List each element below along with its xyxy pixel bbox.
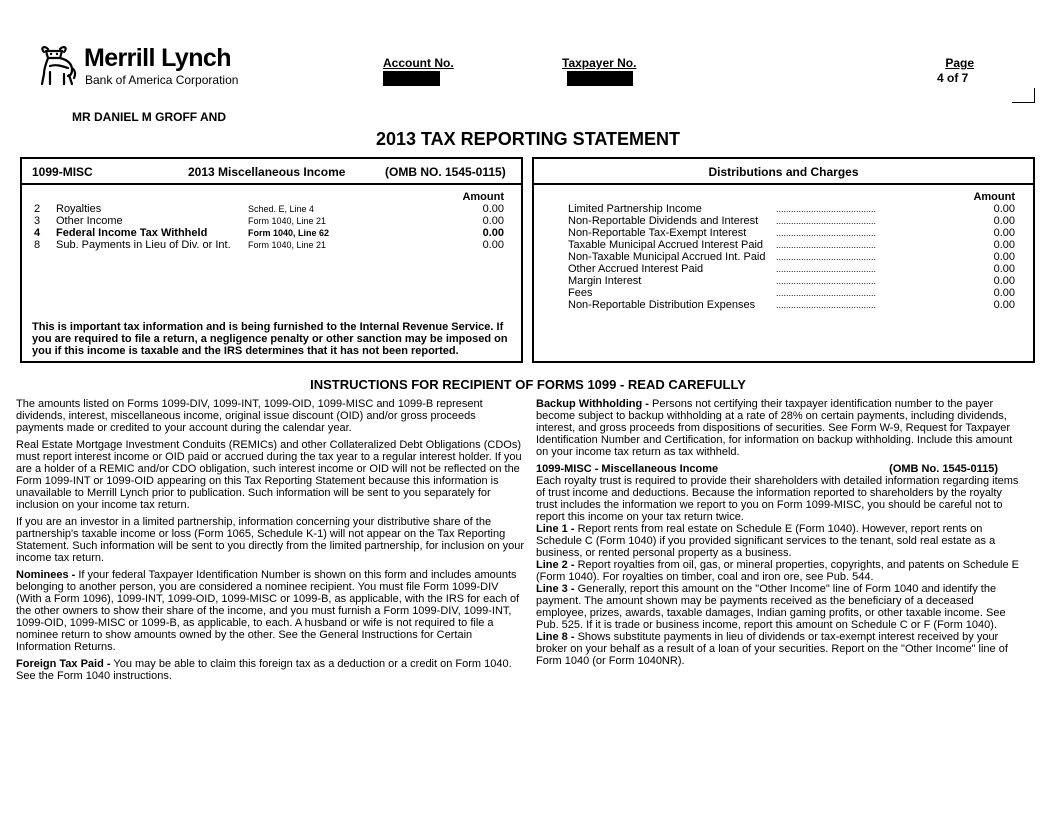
row-label: Sub. Payments in Lieu of Div. or Int.: [56, 239, 231, 251]
instructions-paragraph-foreign-tax: [16, 658, 526, 682]
instructions-line-8: [536, 631, 1024, 667]
misc-instructions-label: 1099-MISC - Miscellaneous Income: [536, 463, 719, 475]
misc-income-box: [20, 157, 523, 363]
account-number-label: Account No.: [383, 56, 454, 70]
row-amount: 0.00: [993, 299, 1015, 311]
row-form-reference: Form 1040, Line 21: [248, 240, 327, 250]
instructions-paragraph: The amounts listed on Forms 1099-DIV, 1099-INT, 1099-OID, 1099-MISC and 1099-B represent dividends, interest, miscellaneous income, original issue discount (OID) and/or gross proceeds payments made or credited to your account during the calendar year.: [16, 398, 483, 434]
row-form-reference: Form 1040, Line 62: [248, 228, 330, 238]
misc-instructions-text: Each royalty trust is required to provide their shareholders with detailed information regarding items of trust income and deductions. Because the information reported to shareholders by the royalty trust includes the information we report to you on Form 1099-MISC, you should be careful not to report this income on your tax return twice.: [536, 475, 1019, 523]
instructions-line-3: [536, 583, 1024, 631]
page-number: 4 of 7: [937, 71, 969, 85]
row-amount: 0.00: [993, 215, 1015, 227]
corner-mark: [1012, 102, 1035, 103]
row-leader-dots: ........................................: [776, 276, 877, 286]
row-label: Non-Reportable Tax-Exempt Interest: [568, 227, 747, 239]
misc-instructions-omb: (OMB No. 1545-0115): [889, 463, 998, 475]
row-amount: 0.00: [482, 227, 504, 239]
row-amount: 0.00: [993, 251, 1015, 263]
row-label: Federal Income Tax Withheld: [56, 227, 208, 239]
row-leader-dots: ........................................: [776, 252, 877, 262]
table-row: [534, 227, 1033, 239]
row-label: Non-Reportable Dividends and Interest: [568, 215, 759, 227]
instructions-right-column: [536, 398, 1024, 667]
instructions-title: INSTRUCTIONS FOR RECIPIENT OF FORMS 1099 - READ CAREFULLY: [310, 377, 746, 392]
table-row: [534, 287, 1033, 299]
row-amount: 0.00: [993, 203, 1015, 215]
instructions-paragraph-nominees: [16, 569, 526, 653]
row-label: Fees: [568, 287, 593, 299]
row-amount: 0.00: [482, 215, 504, 227]
line-2-text: Report royalties from oil, gas, or mineral properties, copyrights, and patents on Schedule E (Form 1040). For royalties on timber, coal and iron ore, see Pub. 544.: [536, 559, 1020, 583]
taxpayer-number-redacted: [567, 71, 633, 86]
instructions-line-1: [536, 523, 1024, 559]
row-amount: 0.00: [993, 227, 1015, 239]
table-row: [534, 251, 1033, 263]
table-row: [22, 215, 521, 227]
row-leader-dots: ........................................: [776, 228, 877, 238]
row-amount: 0.00: [993, 263, 1015, 275]
row-amount: 0.00: [993, 287, 1015, 299]
row-label: Other Income: [56, 215, 123, 227]
brand-name: Merrill Lynch: [84, 44, 231, 72]
row-leader-dots: ........................................: [776, 264, 877, 274]
table-row: [22, 227, 521, 239]
table-row: [534, 275, 1033, 287]
row-amount: 0.00: [993, 239, 1015, 251]
row-amount: 0.00: [482, 239, 504, 251]
backup-withholding-label: Backup Withholding -: [536, 398, 649, 410]
line-3-label: Line 3 -: [536, 583, 575, 595]
table-row: [534, 203, 1033, 215]
instructions-left-column: [16, 398, 526, 687]
misc-box-header: [22, 159, 521, 185]
table-row: [22, 203, 521, 215]
line-number: 2: [34, 203, 41, 215]
misc-box-notice: This is important tax information and is being furnished to the Internal Revenue Service. If you are required to file a return, a negligence penalty or other sanction may be imposed on you if this income is taxable and the IRS determines that it has not been reported.: [32, 321, 508, 357]
page-title: 2013 TAX REPORTING STATEMENT: [375, 129, 681, 149]
table-row: [534, 299, 1033, 311]
line-number: 8: [34, 239, 41, 251]
row-leader-dots: ........................................: [776, 300, 877, 310]
nominees-label: Nominees -: [16, 569, 76, 581]
page-label: Page: [945, 56, 974, 70]
row-label: Royalties: [56, 203, 102, 215]
table-row: [534, 263, 1033, 275]
table-row: [22, 239, 521, 251]
misc-form-name: 1099-MISC: [32, 165, 93, 179]
line-2-label: Line 2 -: [536, 559, 575, 571]
row-label: Limited Partnership Income: [568, 203, 702, 215]
table-row: [534, 239, 1033, 251]
backup-withholding-text: Persons not certifying their taxpayer identification number to the payer become subject to backup withholding at a rate of 28% on certain payments, including dividends, interest, and gross proceeds from dispositions of securities. See Form W-9, Request for Taxpayer Identification Number and Certification, for information on backup withholding. Include this amount on your income tax return as tax withheld.: [536, 398, 1013, 458]
misc-amount-header: Amount: [462, 191, 504, 203]
instructions-line-2: [536, 559, 1024, 583]
row-label: Margin Interest: [568, 275, 642, 287]
line-8-label: Line 8 -: [536, 631, 575, 643]
distributions-box: [532, 157, 1035, 363]
row-label: Taxable Municipal Accrued Interest Paid: [568, 239, 764, 251]
bull-logo-icon: [38, 44, 78, 86]
line-1-label: Line 1 -: [536, 523, 575, 535]
line-8-text: Shows substitute payments in lieu of dividends or tax-exempt interest received by your broker on your behalf as a result of a loan of your securities. Report on the "Other Income" line of Form 1040 (or Form 1040NR).: [536, 631, 1008, 667]
line-number: 4: [34, 227, 41, 239]
instructions-paragraph-partnership: If you are an investor in a limited partnership, information concerning your distributive share of the partnership's taxable income or loss (Form 1065, Schedule K-1) will not appear on the Tax Reporting Statement. Such information will be sent to you directly from the limited partnership, for inclusion on your income tax return.: [16, 516, 525, 564]
row-form-reference: Sched. E, Line 4: [248, 204, 315, 214]
line-3-text: Generally, report this amount on the "Other Income" line of Form 1040 and identify the payment. The amount shown may be payments received as the beneficiary of a deceased employee, prizes, awards, taxable damages, Indian gaming profits, or other taxable income. See Pub. 525. If it is trade or business income, report this amount on Schedule C or F (Form 1040).: [536, 583, 1006, 631]
table-row: [534, 215, 1033, 227]
foreign-tax-text: You may be able to claim this foreign tax as a deduction or a credit on Form 1040. See the Form 1040 instructions.: [16, 658, 512, 682]
brand-subtitle: Bank of America Corporation: [85, 73, 239, 87]
row-leader-dots: ........................................: [776, 204, 877, 214]
account-number-redacted: [383, 71, 440, 86]
row-amount: 0.00: [993, 275, 1015, 287]
line-number: 3: [34, 215, 41, 227]
misc-omb-number: (OMB NO. 1545-0115): [385, 165, 506, 179]
instructions-paragraph-remic: Real Estate Mortgage Investment Conduits (REMICs) and other Collateralized Debt Obligations (CDOs) must report interest income or OID paid or accrued during the tax year to a regular interest holder. If you are a holder of a REMIC and/or CDO obligation, such interest income or OID will not be reflected on the Form 1099-INT or 1099-OID appearing on this Tax Reporting Statement because this information is unavailable to Merrill Lynch prior to publication. Such information will be sent to you separately for inclusion on your income tax return.: [16, 439, 522, 511]
foreign-tax-label: Foreign Tax Paid -: [16, 658, 111, 670]
row-label: Other Accrued Interest Paid: [568, 263, 704, 275]
row-leader-dots: ........................................: [776, 288, 877, 298]
row-label: Non-Taxable Municipal Accrued Int. Paid: [568, 251, 766, 263]
misc-instructions-heading: [536, 463, 1024, 475]
row-leader-dots: ........................................: [776, 216, 877, 226]
nominees-text: If your federal Taxpayer Identification Number is shown on this form and includes amounts belonging to another person, you are considered a nominee recipient. You must file Form 1099-DIV (With a Form 1096), 1099-INT, 1099-OID, 1099-MISC or 1099-B, as applicable, with the IRS for each of the other owners to show their share of the income, and you must furnish a Form 1099-DIV, 1099-INT, 1099-OID, 1099-MISC or 1099-B, as applicable, to each. A husband or wife is not required to file a nominee return to show amounts owned by the other. See the General Instructions for Certain Information Returns.: [16, 569, 520, 653]
corner-mark-vertical: [1034, 88, 1035, 103]
row-leader-dots: ........................................: [776, 240, 877, 250]
recipient-name: MR DANIEL M GROFF AND: [72, 110, 226, 124]
taxpayer-number-label: Taxpayer No.: [562, 56, 637, 70]
distributions-amount-header: Amount: [973, 191, 1015, 203]
row-form-reference: Form 1040, Line 21: [248, 216, 327, 226]
misc-form-description: 2013 Miscellaneous Income: [188, 165, 346, 179]
instructions-paragraph-backup: [536, 398, 1024, 458]
row-amount: 0.00: [482, 203, 504, 215]
line-1-text: Report rents from real estate on Schedule E (Form 1040). However, report rents on Schedule C (Form 1040) if you provided significant services to the tenant, sold real estate as a business, or rented personal property as a business.: [536, 523, 996, 559]
row-label: Non-Reportable Distribution Expenses: [568, 299, 756, 311]
distributions-box-header: [534, 159, 1033, 185]
distributions-title: Distributions and Charges: [708, 165, 859, 179]
